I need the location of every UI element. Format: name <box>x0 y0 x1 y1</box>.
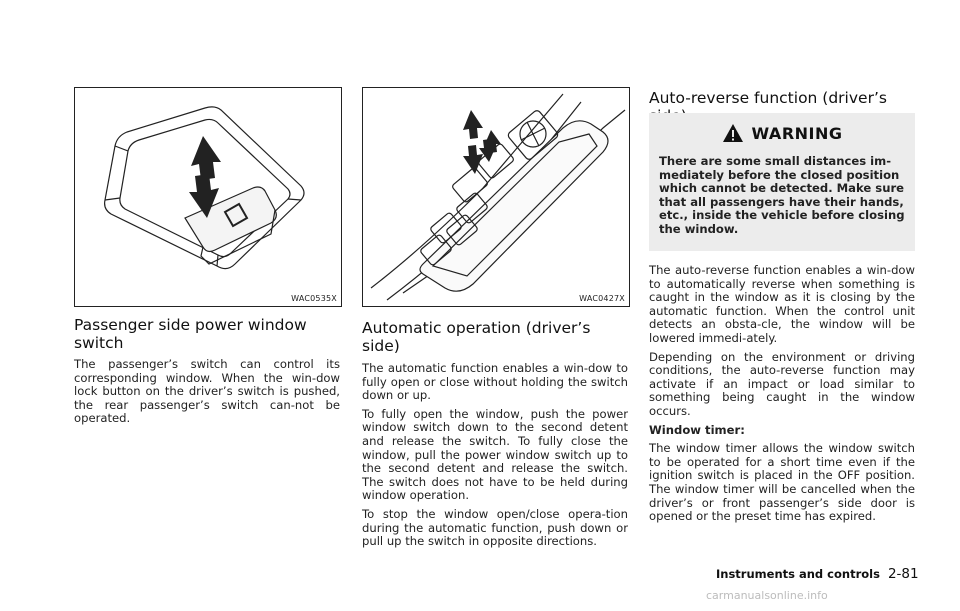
paragraph: The passenger’s switch can control its corresponding window. When the win-dow lock button on the driver’s switch is pushed, the rear passenger’s switch can-not be operated. <box>74 357 340 426</box>
page-footer <box>716 566 919 582</box>
paragraph: To stop the window open/close opera-tion during the automatic function, push down or pull up the switch in opposite directions. <box>362 506 628 549</box>
warning-title: WARNING <box>751 123 843 143</box>
warning-header <box>649 123 915 143</box>
paragraph: The automatic function enables a win-dow to fully open or close without holding the switch down or up. <box>362 361 628 403</box>
watermark: carmanualsonline.info <box>706 589 828 602</box>
figure-driver-switch-panel <box>362 87 630 307</box>
section-name: Instruments and controls <box>716 567 880 581</box>
warning-box <box>649 113 915 251</box>
column-auto-reverse-body <box>649 264 915 529</box>
window-timer-heading: Window timer: <box>649 422 745 437</box>
column-passenger-switch <box>74 316 340 431</box>
figure-code: WAC0427X <box>579 294 625 303</box>
paragraph: Depending on the environment or driving conditions, the auto-reverse function may activate if an impact or load similar to something being caught in the window occurs. <box>649 349 915 418</box>
column-automatic-operation <box>362 319 628 554</box>
passenger-switch-illustration <box>75 88 341 306</box>
warning-triangle-icon <box>722 123 744 143</box>
figure-passenger-switch <box>74 87 342 307</box>
section-heading: Auto-reverse function (driver’s <box>649 89 887 107</box>
paragraph: The window timer allows the window switch to be operated for a short time even if the ignition switch is placed in the OFF position. The window timer will be cancelled when the driver’s or front passenger’s side door is opened or the preset time has expired. <box>649 441 915 524</box>
paragraph: The auto-reverse function enables a win-dow to automatically reverse when something is caught in the window as it is closing by the automatic function. When the control unit detects an obsta-cle, the window will be lowered immedi-ately. <box>649 263 915 345</box>
figure-code: WAC0535X <box>291 294 337 303</box>
section-heading: Automatic operation (driver’s side) <box>362 319 591 355</box>
page-number: 2-81 <box>887 566 919 582</box>
warning-text: There are some small distances im-mediately before the closed position which cannot be detected. Make sure that all passengers have their hands, etc., inside the vehicle before closing the window. <box>659 154 905 236</box>
driver-switch-illustration <box>363 88 629 306</box>
paragraph: To fully open the window, push the power window switch down to the second detent and release the switch. To fully close the window, pull the power window switch up to the second detent and release the switch. The switch does not have to be held during window operation. <box>362 406 628 503</box>
section-heading: Passenger side power window switch <box>74 316 307 352</box>
